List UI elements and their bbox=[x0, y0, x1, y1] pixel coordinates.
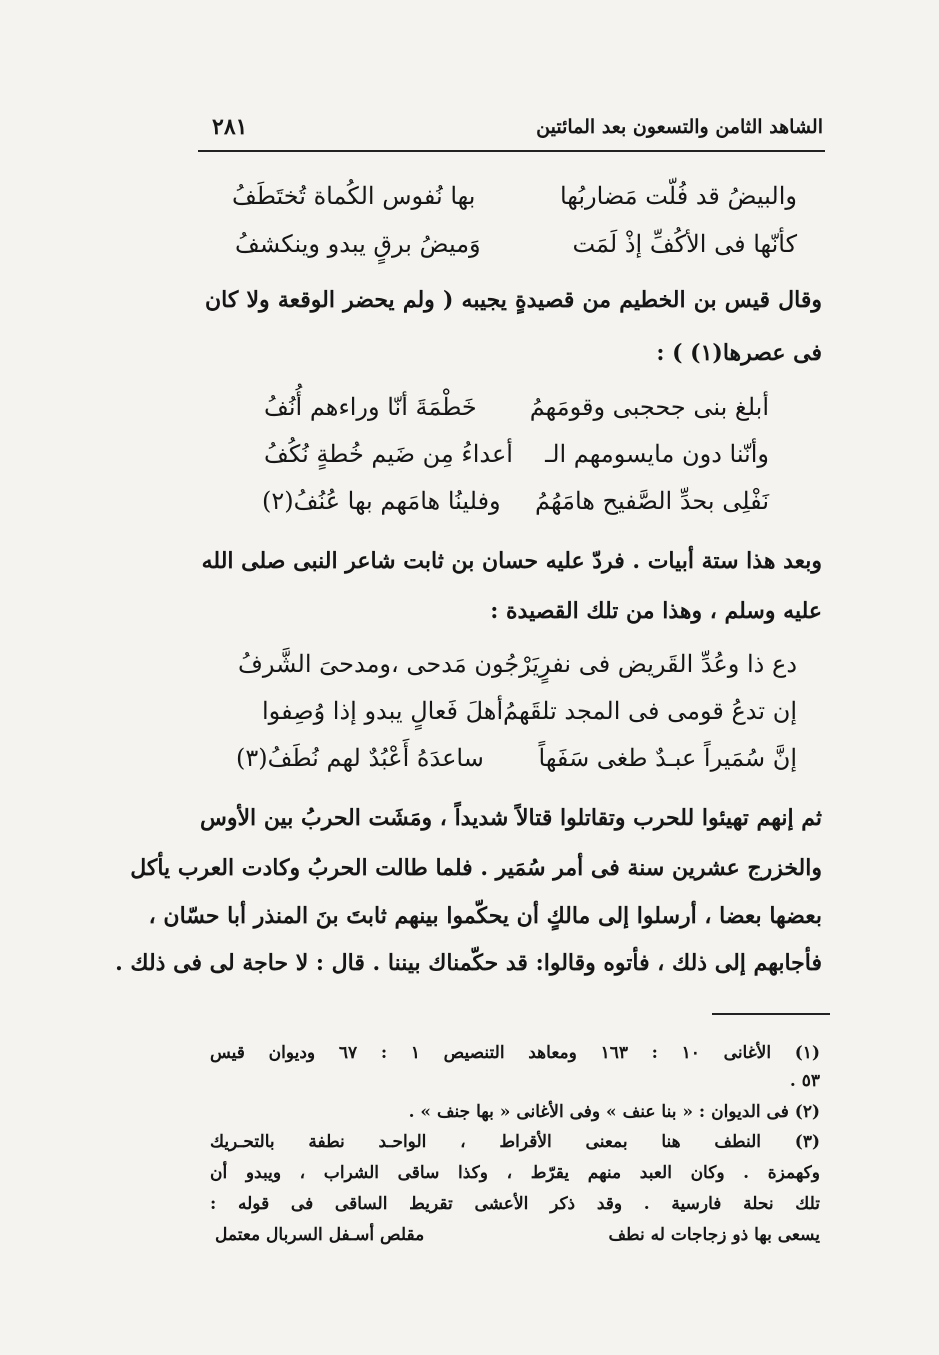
running-title: الشاهد الثامن والتسعون بعد المائتين bbox=[536, 116, 823, 138]
verse-line bbox=[232, 182, 797, 222]
verse-second-hemistich: ساعدَهُ أَعْبُدٌ لهم نُطَفُ(٣) bbox=[236, 744, 484, 772]
footnote-line: وكهمزة . وكان العبد منهم يقرّط ، وكذا ساقى الشراب ، ويبدو أن bbox=[210, 1163, 820, 1183]
page-number: ٢٨١ bbox=[212, 114, 248, 140]
verse-first-hemistich: يسعى بها ذو زجاجات له نطف bbox=[608, 1225, 820, 1245]
verse-line bbox=[235, 230, 797, 270]
verse-line bbox=[238, 650, 797, 690]
verse-line bbox=[236, 744, 797, 784]
verse-line bbox=[262, 487, 769, 527]
verse-second-hemistich: وفلينُا هامَهم بها عُنُفُ(٢) bbox=[262, 487, 501, 515]
footnote-line: تلك نحلة فارسية . وقد ذكر الأعشى تقريط الساقى فى قوله : bbox=[210, 1194, 820, 1214]
prose-line: بعضها بعضا ، أرسلوا إلى مالكٍ أن يحكّموا بينهم ثابتَ بنَ المنذر أبا حسّان ، bbox=[148, 903, 822, 929]
verse-second-hemistich: أهلَ فَعالٍ يبدو إذا وُصِفوا bbox=[262, 697, 504, 725]
footnote-line: (٢) فى الديوان : « بنا عنف » وفى الأغانى « بها جنف » . bbox=[408, 1102, 820, 1122]
footnote-line: (١) الأغانى ١٠ : ١٦٣ ومعاهد التنصيص ١ : ٦٧ وديوان قيس bbox=[210, 1043, 820, 1063]
verse-second-hemistich: بها نُفوس الكُماة تُختَطَفُ bbox=[232, 182, 476, 210]
verse-first-hemistich: إنَّ سُمَيراً عبـدٌ طغى سَفَهاً bbox=[538, 744, 797, 772]
prose-line: عليه وسلم ، وهذا من تلك القصيدة : bbox=[490, 598, 822, 624]
verse-second-hemistich: يَرْجُون مَدحى ،ومدحىَ الشَّرفُ bbox=[238, 650, 540, 678]
verse-first-hemistich: والبيضُ قد فُلّت مَضاربُها bbox=[559, 182, 797, 210]
verse-second-hemistich: أعداءُ مِن ضَيم خُطةٍ نُكُفُ bbox=[264, 440, 513, 468]
verse-line bbox=[264, 393, 769, 433]
prose-line: فى عصرها(١) ) : bbox=[656, 340, 822, 366]
verse-first-hemistich: دع ذا وعُدِّ القَريض فى نفرٍ bbox=[539, 650, 797, 678]
footnote-rule bbox=[712, 1013, 830, 1015]
verse-second-hemistich: خَطْمَةَ أنّا وراءهم أُنُفُ bbox=[264, 393, 477, 421]
verse-first-hemistich: وأنّنا دون مايسومهم الـ bbox=[545, 440, 769, 468]
verse-first-hemistich: إن تدعُ قومى فى المجد تلقَهمُ bbox=[503, 697, 797, 725]
footnote-line: ٥٣ . bbox=[789, 1071, 820, 1091]
page-header bbox=[200, 110, 825, 146]
verse-first-hemistich: نَفْلِى بحدِّ الصَّفيح هامَهُمُ bbox=[535, 487, 769, 515]
verse-second-hemistich: مقلص أسـفل السربال معتمل bbox=[215, 1225, 425, 1245]
verse-first-hemistich: أبلغ بنى جحجبى وقومَهمُ bbox=[529, 393, 769, 421]
verse-line bbox=[264, 440, 769, 480]
verse-second-hemistich: وَميضُ برقٍ يبدو وينكشفُ bbox=[235, 230, 481, 258]
verse-line bbox=[262, 697, 797, 737]
footnote-verse bbox=[215, 1225, 820, 1251]
prose-line: ثم إنهم تهيئوا للحرب وتقاتلوا قتالاً شديداً ، ومَشَت الحربُ بين الأوس bbox=[200, 805, 822, 831]
prose-line: والخزرج عشرين سنة فى أمر سُمَير . فلما طالت الحربُ وكادت العرب يأكل bbox=[130, 855, 822, 881]
prose-line: وبعد هذا ستة أبيات . فردّ عليه حسان بن ثابت شاعر النبى صلى الله bbox=[201, 548, 822, 574]
header-rule bbox=[198, 150, 825, 152]
prose-line: فأجابهم إلى ذلك ، فأتوه وقالوا: قد حكّمناك بيننا . قال : لا حاجة لى فى ذلك . bbox=[115, 950, 822, 976]
prose-line: وقال قيس بن الخطيم من قصيدةٍ يجيبه ( ولم يحضر الوقعة ولا كان bbox=[205, 287, 822, 313]
verse-first-hemistich: كأنّها فى الأكُفِّ إذْ لَمَت bbox=[572, 230, 797, 258]
footnote-line: (٣) النطف هنا بمعنى الأقراط ، الواحـد نطفة بالتحـريك bbox=[210, 1132, 820, 1152]
